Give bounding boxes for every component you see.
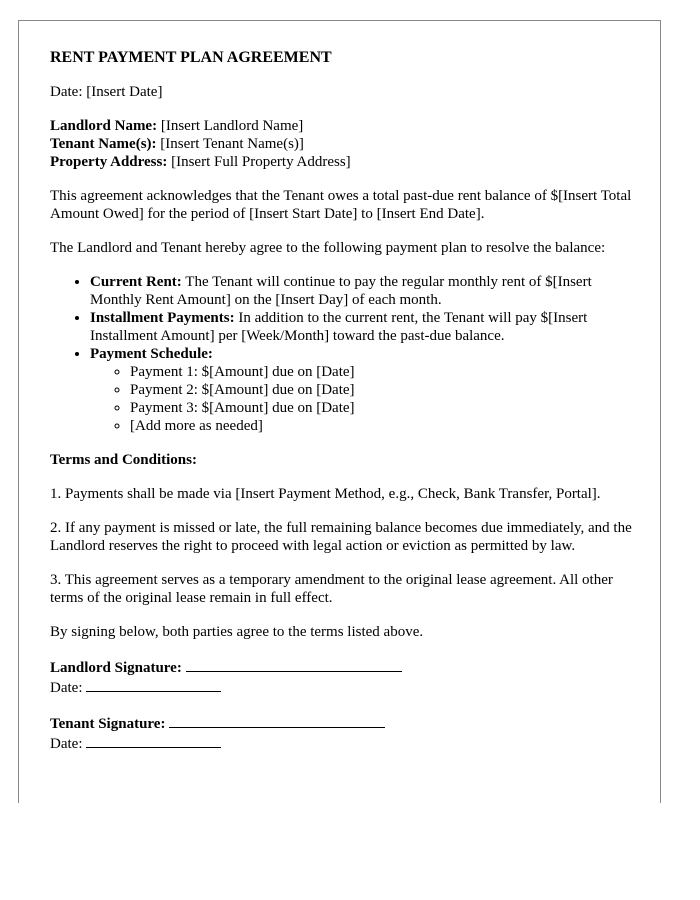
property-address-value: [Insert Full Property Address]: [167, 154, 351, 170]
term-1: 1. Payments shall be made via [Insert Payment Method, e.g., Check, Bank Transfer, Portal].: [50, 486, 601, 502]
landlord-date-line[interactable]: [86, 677, 221, 692]
landlord-date-row: [50, 677, 640, 697]
term-3: 3. This agreement serves as a temporary amendment to the original lease agreement. All other terms of the original lease remain in full effect.: [50, 572, 613, 606]
schedule-item: ◦ Payment 3: $[Amount] due on [Date]: [130, 399, 640, 417]
tenant-date-label: Date:: [50, 736, 83, 752]
document-page: [18, 20, 661, 803]
landlord-name-field: [50, 117, 640, 135]
schedule-item: ◦ Payment 1: $[Amount] due on [Date]: [130, 363, 640, 381]
tenant-name-label: Tenant Name(s):: [50, 136, 157, 152]
plan-item-current-rent: [90, 273, 640, 309]
tenant-signature-block: [50, 713, 640, 753]
landlord-signature-label: Landlord Signature:: [50, 660, 182, 676]
tenant-signature-row: [50, 713, 640, 733]
plan-item-label: Payment Schedule:: [90, 346, 213, 362]
date-line: Date: [Insert Date]: [50, 84, 163, 100]
payment-plan-list: [50, 273, 640, 435]
landlord-name-label: Landlord Name:: [50, 118, 158, 134]
closing-paragraph: By signing below, both parties agree to the terms listed above.: [50, 624, 424, 640]
tenant-date-row: [50, 733, 640, 753]
property-address-label: Property Address:: [50, 154, 168, 170]
intro-paragraph: This agreement acknowledges that the Tenant owes a total past-due rent balance of $[Insert Total Amount Owed] for the period of [Insert Start Date] to [Insert End Date].: [50, 188, 632, 222]
tenant-name-value: [Insert Tenant Name(s)]: [156, 136, 304, 152]
document-title: RENT PAYMENT PLAN AGREEMENT: [50, 49, 332, 66]
terms-heading: Terms and Conditions:: [50, 452, 197, 468]
plan-item-schedule: [90, 345, 640, 435]
landlord-name-value: [Insert Landlord Name]: [157, 118, 304, 134]
plan-item-label: Installment Payments:: [90, 310, 235, 326]
payment-schedule-list: [90, 363, 640, 435]
tenant-signature-label: Tenant Signature:: [50, 716, 166, 732]
landlord-signature-row: [50, 657, 640, 677]
plan-item-label: Current Rent:: [90, 274, 182, 290]
landlord-date-label: Date:: [50, 680, 83, 696]
property-address-field: [50, 153, 640, 171]
term-2: 2. If any payment is missed or late, the full remaining balance becomes due immediately, and the Landlord reserves the right to proceed with legal action or eviction as permitted by law.: [50, 520, 632, 554]
landlord-signature-line[interactable]: [186, 657, 402, 672]
party-fields: [50, 117, 640, 171]
plan-item-installments: [90, 309, 640, 345]
schedule-item: ◦ [Add more as needed]: [130, 417, 640, 435]
plan-item-text: The Tenant will continue to pay the regular monthly rent of $[Insert Monthly Rent Amount] on the [Insert Day] of each month.: [90, 274, 592, 308]
schedule-item: ◦ Payment 2: $[Amount] due on [Date]: [130, 381, 640, 399]
plan-item-text: In addition to the current rent, the Tenant will pay $[Insert Installment Amount] per [Week/Month] toward the past-due balance.: [90, 310, 588, 344]
tenant-signature-line[interactable]: [169, 713, 385, 728]
tenant-name-field: [50, 135, 640, 153]
tenant-date-line[interactable]: [86, 733, 221, 748]
landlord-signature-block: [50, 657, 640, 697]
document-content: [50, 49, 640, 769]
agree-paragraph: The Landlord and Tenant hereby agree to the following payment plan to resolve the balance:: [50, 240, 606, 256]
